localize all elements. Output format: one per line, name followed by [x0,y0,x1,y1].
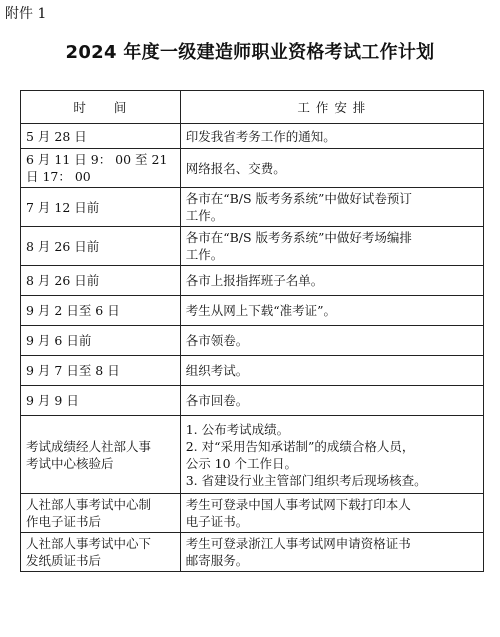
time-cell-line: 作电子证书后 [26,514,102,529]
task-cell-line: 1. 公布考试成绩。 [185,421,290,437]
task-cell [180,326,483,356]
task-cell-line: 公示 10 个工作日。 [185,455,298,471]
time-cell [21,416,181,494]
task-cell [180,188,483,227]
time-cell [21,356,181,386]
task-cell-line: 各市在“B/S 版考务系统”中做好考场编排 [185,230,412,245]
task-cell-line: 考生从网上下载“准考证”。 [185,303,336,318]
task-cell-line: 各市领卷。 [185,333,249,348]
time-cell-line: 5 月 28 日 [26,128,87,144]
task-cell [180,494,483,533]
time-cell-line: 8 月 26 日前 [26,238,100,254]
task-cell [180,356,483,386]
time-cell-line: 人社部人事考试中心下 [26,536,152,551]
time-cell [21,326,181,356]
table-row [21,386,484,416]
task-cell-line: 2. 对“采用告知承诺制”的成绩合格人员， [185,438,415,454]
task-cell [180,533,483,572]
task-cell [180,124,483,149]
time-cell [21,296,181,326]
task-cell-line: 工作。 [185,208,224,223]
time-cell-line: 人社部人事考试中心制 [26,497,152,512]
task-cell-line: 邮寄服务。 [185,553,249,568]
task-cell-line: 各市回卷。 [185,393,249,408]
time-cell-line: 9 月 2 日至 6 日 [26,303,120,318]
task-cell-line: 电子证书。 [185,514,249,529]
task-column-header: 工 作 安 排 [180,91,483,124]
table-row [21,188,484,227]
time-cell-line: 6 月 11 日 9： 00 至 21 [26,152,168,167]
table-row [21,149,484,188]
work-plan-table [20,90,484,572]
time-column-header: 时 间 [21,91,181,124]
task-cell-line: 考生可登录中国人事考试网下载打印本人 [185,497,411,512]
table-row [21,227,484,266]
time-cell [21,494,181,533]
table-row [21,356,484,386]
time-cell [21,188,181,227]
time-cell [21,386,181,416]
table-row [21,296,484,326]
task-cell [180,416,483,494]
task-cell-line: 考生可登录浙江人事考试网申请资格证书 [185,536,411,551]
table-row [21,416,484,494]
task-cell [180,227,483,266]
task-cell-line: 组织考试。 [185,363,249,378]
task-cell-line: 印发我省考务工作的通知。 [185,128,336,144]
task-cell-line: 各市上报指挥班子名单。 [185,273,324,288]
task-cell-line: 3. 省建设行业主管部门组织考后现场核查。 [185,472,427,488]
time-cell-line: 9 月 6 日前 [26,333,92,348]
time-cell-line: 考试成绩经人社部人事 [26,438,152,454]
time-cell [21,124,181,149]
task-cell [180,266,483,296]
task-cell-line: 工作。 [185,247,224,262]
time-cell-line: 9 月 7 日至 8 日 [26,363,120,378]
table-header-row [21,91,484,124]
task-cell [180,386,483,416]
table-row [21,326,484,356]
table-row [21,266,484,296]
task-cell-line: 网络报名、交费。 [185,160,286,176]
time-cell [21,266,181,296]
table-row [21,124,484,149]
time-cell [21,533,181,572]
time-cell-line: 发纸质证书后 [26,553,102,568]
attachment-label: 附件 1 [5,6,47,22]
task-cell [180,296,483,326]
task-cell [180,149,483,188]
time-cell-line: 8 月 26 日前 [26,273,100,288]
time-cell-line: 日 17： 00 [26,169,91,184]
table-row [21,494,484,533]
time-cell-line: 7 月 12 日前 [26,199,100,215]
time-cell [21,227,181,266]
time-cell-line: 考试中心核验后 [26,455,114,471]
document-title: 2024 年度一级建造师职业资格考试工作计划 [65,42,435,63]
table-row [21,533,484,572]
time-cell [21,149,181,188]
task-cell-line: 各市在“B/S 版考务系统”中做好试卷预订 [185,191,412,206]
time-cell-line: 9 月 9 日 [26,393,79,408]
